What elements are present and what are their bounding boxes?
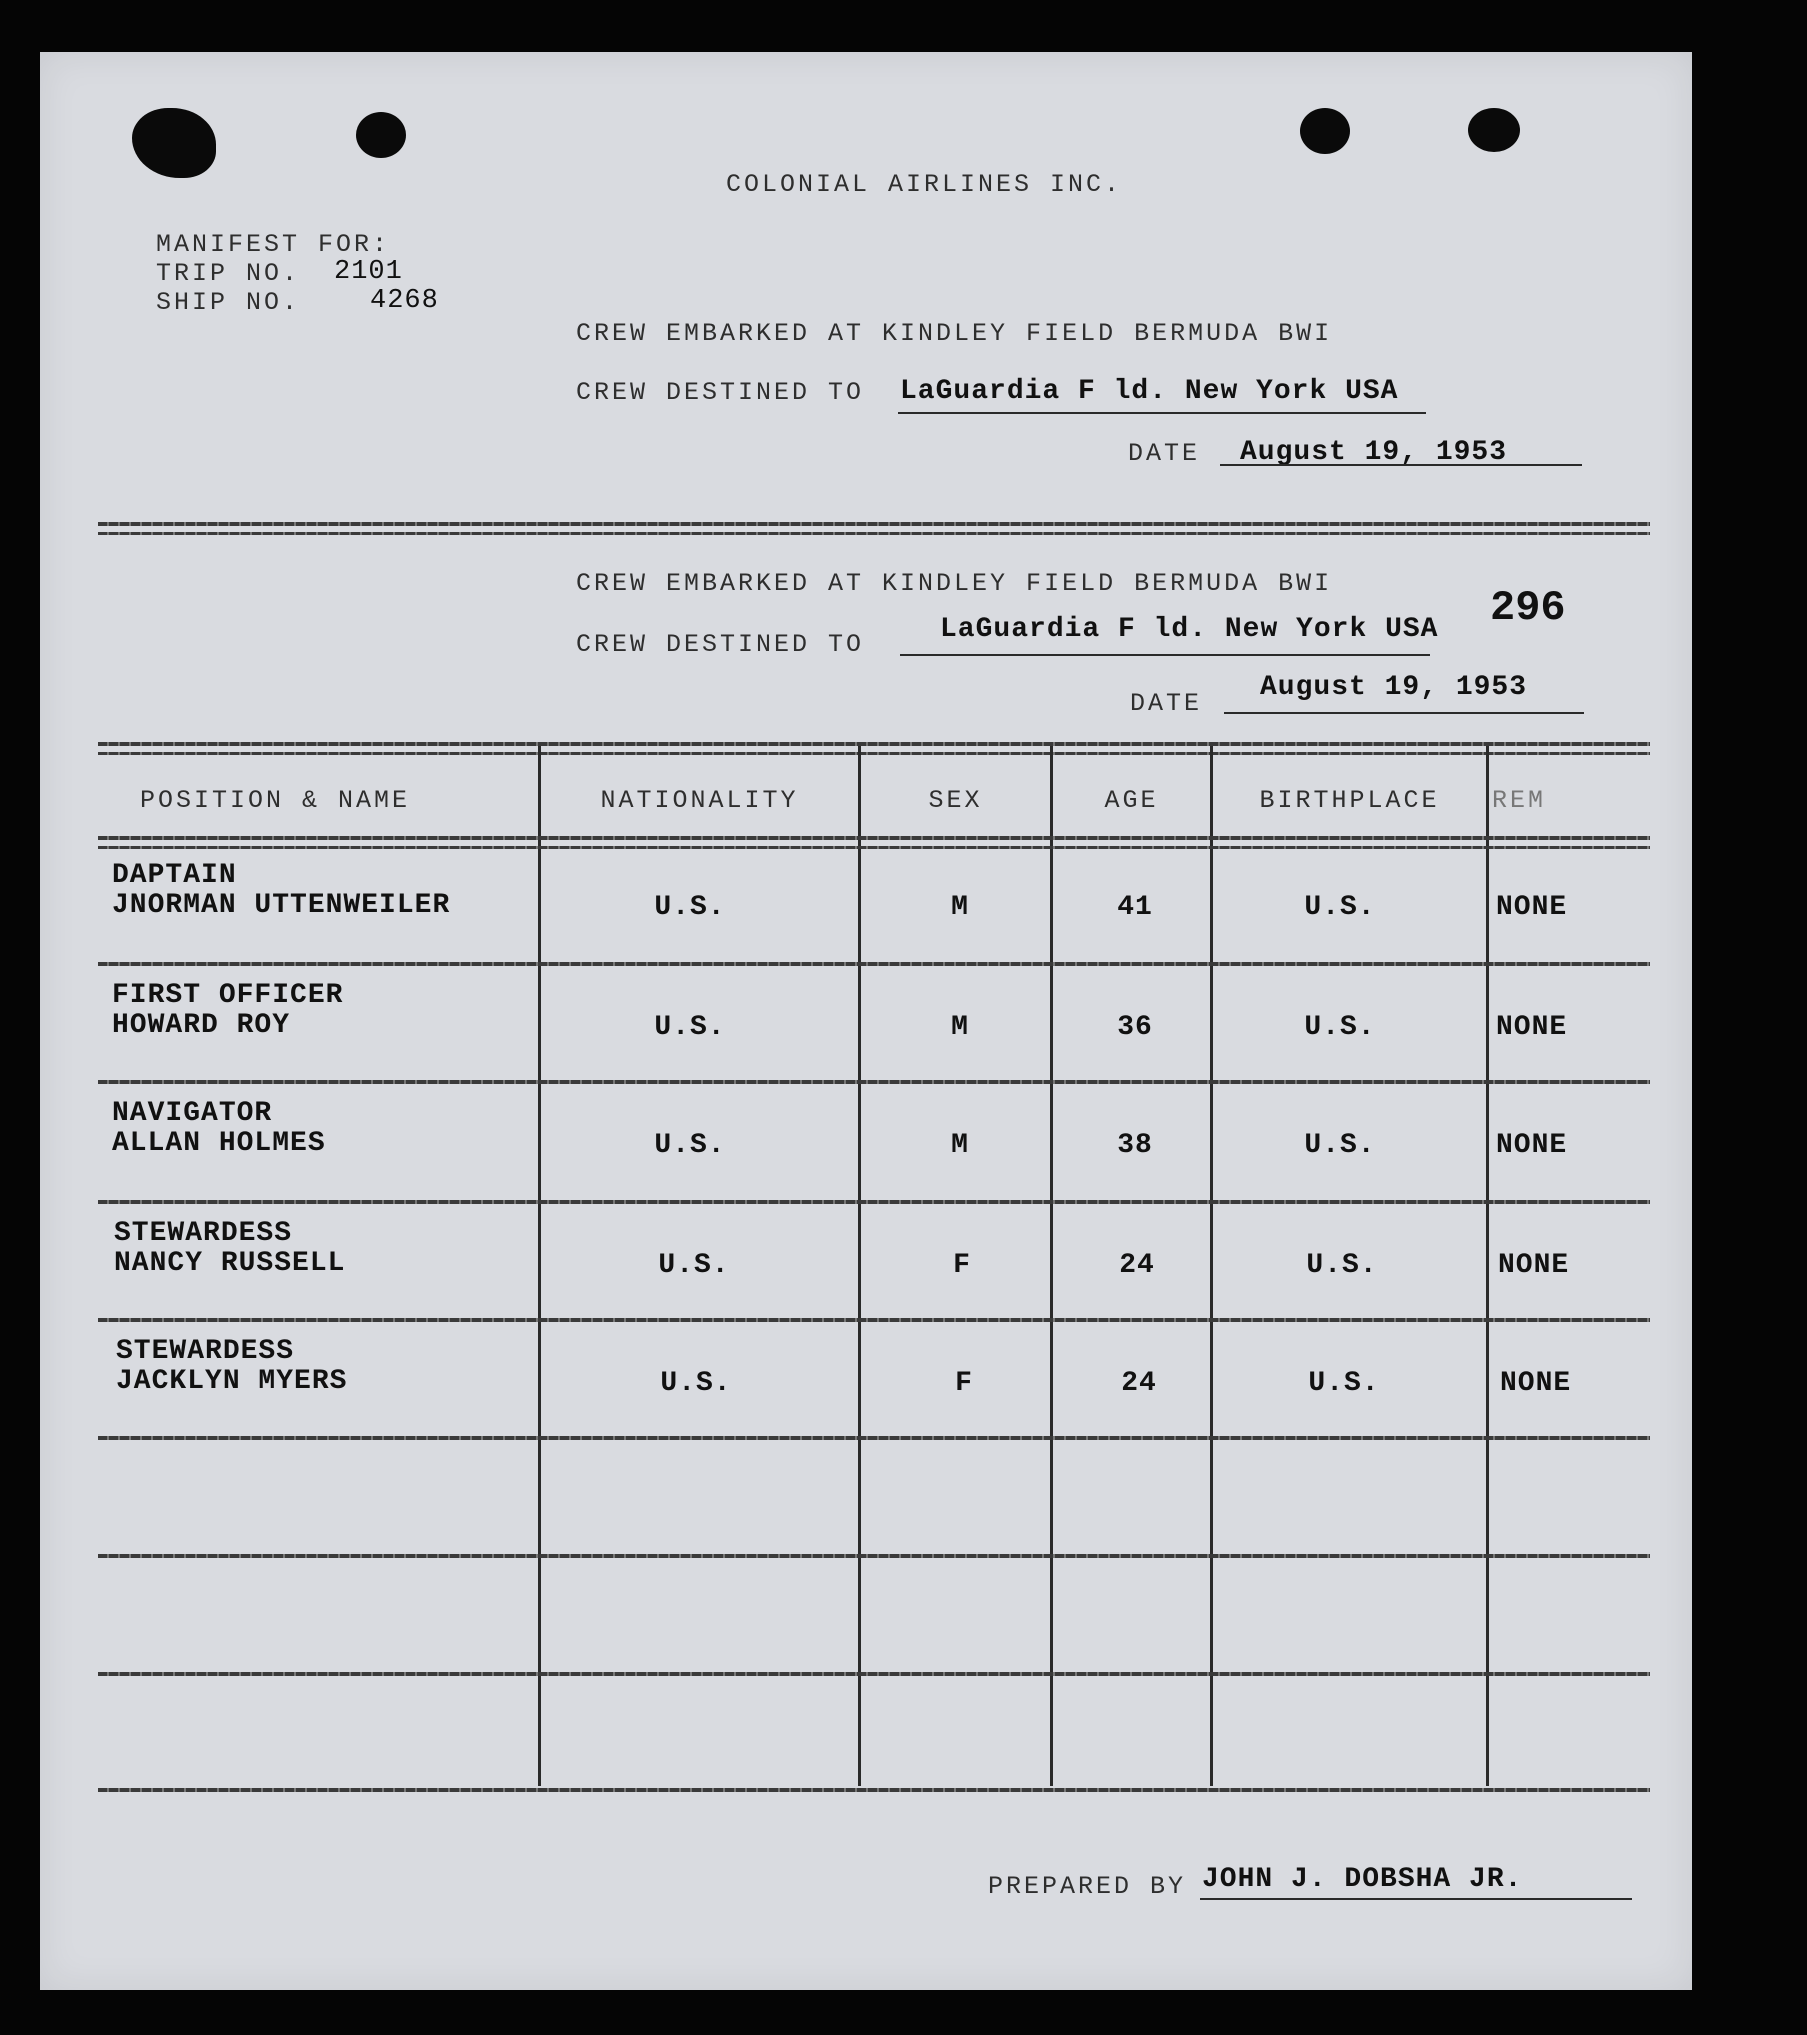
row-rule: [98, 962, 1650, 966]
crew-nationality: U.S.: [654, 1130, 726, 1161]
ship-label: SHIP NO.: [156, 288, 301, 317]
crew-nationality: U.S.: [654, 1012, 726, 1043]
crew-age: 38: [1117, 1130, 1153, 1161]
table-top-rule: [98, 752, 1650, 755]
column-divider: [1210, 746, 1213, 1786]
date-label: DATE: [1130, 689, 1203, 718]
header-remarks: REM: [1492, 786, 1547, 815]
crew-sex: M: [951, 1012, 969, 1043]
crew-birthplace: U.S.: [1308, 1368, 1380, 1399]
destined-underline: [900, 654, 1430, 656]
row-rule: [98, 1080, 1650, 1084]
header-birthplace: BIRTHPLACE: [1259, 786, 1440, 815]
crew-sex: F: [953, 1250, 971, 1281]
crew-age: 41: [1117, 892, 1153, 923]
row-rule: [98, 1672, 1650, 1676]
table-bottom-rule: [98, 1788, 1650, 1792]
crew-birthplace: U.S.: [1304, 1130, 1376, 1161]
header-age: AGE: [1104, 786, 1159, 815]
page-number: 296: [1490, 584, 1566, 632]
table-top-rule: [98, 742, 1650, 746]
crew-name: NANCY RUSSELL: [114, 1248, 346, 1279]
crew-sex: F: [955, 1368, 973, 1399]
row-rule: [98, 1200, 1650, 1204]
crew-remarks: NONE: [1496, 1012, 1568, 1043]
crew-sex: M: [951, 892, 969, 923]
column-divider: [538, 746, 541, 1786]
date-value: August 19, 1953: [1260, 672, 1528, 703]
column-divider: [1486, 746, 1489, 1786]
crew-nationality: U.S.: [660, 1368, 732, 1399]
row-rule: [98, 1318, 1650, 1322]
crew-birthplace: U.S.: [1306, 1250, 1378, 1281]
ship-number: 4268: [370, 286, 439, 316]
destined-label: CREW DESTINED TO: [576, 630, 865, 659]
crew-age: 24: [1119, 1250, 1155, 1281]
crew-position: STEWARDESS: [114, 1218, 293, 1249]
date-value: August 19, 1953: [1240, 437, 1508, 468]
row-rule: [98, 1554, 1650, 1558]
crew-nationality: U.S.: [658, 1250, 730, 1281]
crew-nationality: U.S.: [654, 892, 726, 923]
crew-position: STEWARDESS: [116, 1336, 295, 1367]
destined-underline: [898, 412, 1426, 414]
trip-label: TRIP NO.: [156, 259, 301, 288]
prepared-by-name: JOHN J. DOBSHA JR.: [1202, 1864, 1523, 1895]
column-divider: [858, 746, 861, 1786]
crew-sex: M: [951, 1130, 969, 1161]
header-rule: [98, 846, 1650, 849]
manifest-page: [40, 52, 1692, 1990]
column-divider: [1050, 746, 1053, 1786]
row-rule: [98, 1436, 1650, 1440]
section-divider: [98, 532, 1650, 535]
crew-name: JNORMAN UTTENWEILER: [112, 890, 451, 921]
prepared-by-underline: [1200, 1898, 1632, 1900]
crew-remarks: NONE: [1498, 1250, 1570, 1281]
crew-remarks: NONE: [1496, 892, 1568, 923]
date-underline: [1224, 712, 1584, 714]
destined-label: CREW DESTINED TO: [576, 378, 865, 407]
punch-hole: [1300, 108, 1350, 154]
punch-hole: [1468, 108, 1520, 152]
crew-position: DAPTAIN: [112, 860, 237, 891]
crew-birthplace: U.S.: [1304, 1012, 1376, 1043]
manifest-label: MANIFEST FOR:: [156, 230, 391, 259]
header-rule: [98, 836, 1650, 840]
destined-value: LaGuardia F ld. New York USA: [900, 376, 1399, 407]
embarked-line: CREW EMBARKED AT KINDLEY FIELD BERMUDA BWI: [576, 319, 1333, 348]
crew-position: NAVIGATOR: [112, 1098, 273, 1129]
header-position-name: POSITION & NAME: [140, 786, 411, 815]
crew-birthplace: U.S.: [1304, 892, 1376, 923]
header-nationality: NATIONALITY: [600, 786, 799, 815]
crew-name: JACKLYN MYERS: [116, 1366, 348, 1397]
crew-age: 36: [1117, 1012, 1153, 1043]
prepared-by-label: PREPARED BY: [988, 1872, 1187, 1901]
section-divider: [98, 522, 1650, 526]
crew-age: 24: [1121, 1368, 1157, 1399]
date-underline: [1220, 464, 1582, 466]
company-name: COLONIAL AIRLINES INC.: [726, 170, 1123, 199]
crew-position: FIRST OFFICER: [112, 980, 344, 1011]
trip-number: 2101: [334, 257, 403, 287]
punch-hole: [132, 108, 216, 178]
crew-name: HOWARD ROY: [112, 1010, 291, 1041]
date-label: DATE: [1128, 439, 1201, 468]
crew-name: ALLAN HOLMES: [112, 1128, 326, 1159]
crew-remarks: NONE: [1496, 1130, 1568, 1161]
destined-value: LaGuardia F ld. New York USA: [940, 614, 1439, 645]
crew-remarks: NONE: [1500, 1368, 1572, 1399]
header-sex: SEX: [928, 786, 983, 815]
punch-hole: [356, 112, 406, 158]
embarked-line: CREW EMBARKED AT KINDLEY FIELD BERMUDA BWI: [576, 569, 1333, 598]
